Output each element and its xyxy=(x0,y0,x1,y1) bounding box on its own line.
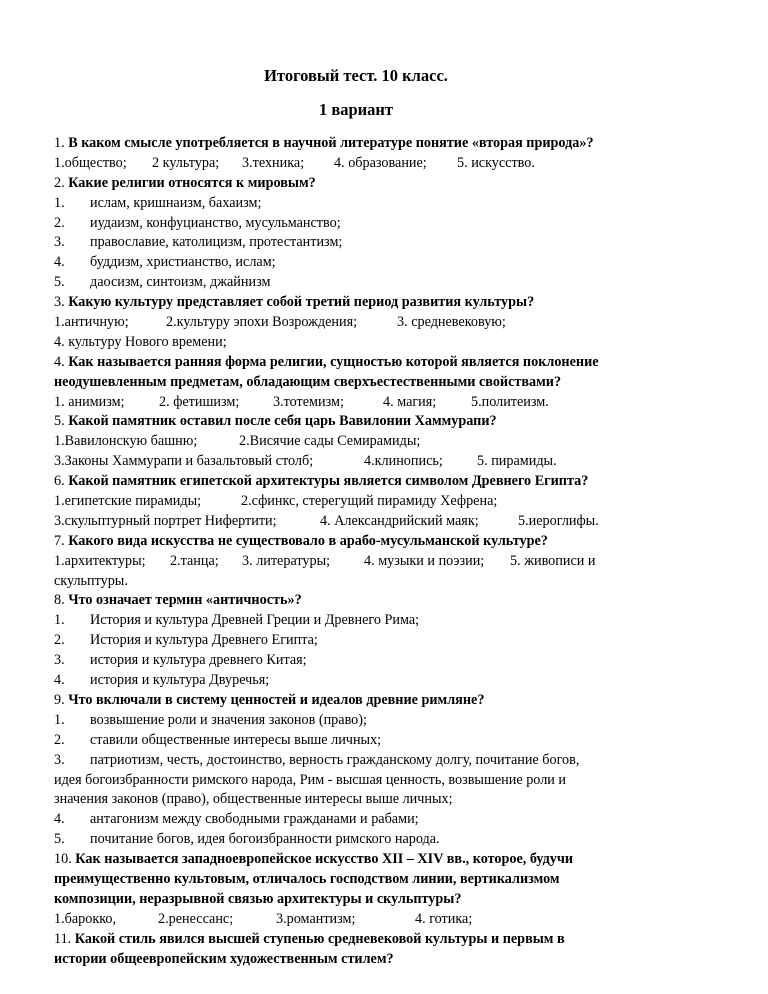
list-item: 1. История и культура Древней Греции и Древнего Рима; xyxy=(54,612,420,629)
question-number: 10. xyxy=(54,851,72,868)
question-5-options-2 xyxy=(54,452,664,472)
question-text: В каком смысле употребляется в научной литературе понятие «вторая природа»? xyxy=(68,135,594,151)
question-10-cont-2: композиции, неразрывной связью архитектуры и скульптуры? xyxy=(54,890,462,907)
list-item: 2. История и культура Древнего Египта; xyxy=(54,632,318,649)
option: 2.ренессанс; xyxy=(158,910,234,927)
question-text: Что означает термин «античность»? xyxy=(68,592,302,609)
variant-title: 1 вариант xyxy=(318,100,394,119)
question-5-options xyxy=(54,432,664,452)
question-number: 2. xyxy=(54,174,65,191)
option: 2.сфинкс, стерегущий пирамиду Хефрена; xyxy=(241,493,498,510)
questions-content xyxy=(54,134,664,969)
question-7-options xyxy=(54,552,664,572)
option: 4.клинопись; xyxy=(364,453,443,470)
option: 4. культуру Нового времени; xyxy=(54,333,227,350)
list-item: 5. даосизм, синтоизм, джайнизм xyxy=(54,274,271,291)
question-8 xyxy=(54,591,664,611)
option: 4. образование; xyxy=(334,154,427,171)
question-3-options xyxy=(54,313,664,333)
question-4-cont: неодушевленным предметам, обладающим сверхъестественными свойствами? xyxy=(54,373,562,390)
option: 3. средневековую; xyxy=(397,314,506,331)
list-item: 4. история и культура Двуречья; xyxy=(54,672,270,689)
question-5 xyxy=(54,412,664,432)
option: 4. магия; xyxy=(383,393,437,410)
question-text: Какую культуру представляет собой третий период развития культуры? xyxy=(68,294,535,311)
list-item: 3. православие, католицизм, протестантизм; xyxy=(54,234,343,251)
option: 3.романтизм; xyxy=(276,910,356,927)
question-11 xyxy=(54,930,664,950)
list-item: 2. ставили общественные интересы выше личных; xyxy=(54,731,382,748)
option: 2.Висячие сады Семирамиды; xyxy=(239,433,421,450)
question-10-options xyxy=(54,910,664,930)
option: 3.скульптурный портрет Нифертити; xyxy=(54,512,277,529)
question-number: 9. xyxy=(54,691,65,708)
question-number: 4. xyxy=(54,353,65,370)
option: 1.Вавилонскую башню; xyxy=(54,433,198,450)
option: 2. фетишизм; xyxy=(159,393,240,410)
question-number: 5. xyxy=(54,413,65,430)
option: 5. искусство. xyxy=(457,154,535,171)
question-9 xyxy=(54,691,664,711)
question-1-options xyxy=(54,154,664,174)
question-2 xyxy=(54,174,664,194)
question-number: 3. xyxy=(54,294,65,311)
list-item: 3. патриотизм, честь, достоинство, верность гражданскому долгу, почитание богов, xyxy=(54,751,580,768)
list-item: 2. иудаизм, конфуцианство, мусульманство; xyxy=(54,214,341,231)
option: 4. музыки и поэзии; xyxy=(364,552,485,569)
list-item: 3. история и культура древнего Китая; xyxy=(54,652,307,669)
option: 2.танца; xyxy=(170,552,219,569)
question-3 xyxy=(54,293,664,313)
option: 1.античную; xyxy=(54,314,129,331)
question-11-cont: истории общеевропейским художественным стилем? xyxy=(54,950,394,967)
question-number: 11. xyxy=(54,930,72,947)
question-1 xyxy=(54,134,664,154)
option: 5.иероглифы. xyxy=(518,512,599,529)
list-item: 1. ислам, кришнаизм, бахаизм; xyxy=(54,194,262,211)
test-title: Итоговый тест. 10 класс. xyxy=(264,66,448,85)
option: 1.барокко, xyxy=(54,910,117,927)
option: 4. Александрийский маяк; xyxy=(320,512,479,529)
question-text: Какой памятник египетской архитектуры является символом Древнего Египта? xyxy=(68,473,589,490)
question-10-cont: преимущественно культовым, отличалось господством линии, вертикализмом xyxy=(54,870,560,887)
list-item: 4. буддизм, христианство, ислам; xyxy=(54,254,276,271)
option: 1.общество; xyxy=(54,154,127,171)
option: скульптуры. xyxy=(54,572,128,589)
option: 1. анимизм; xyxy=(54,393,125,410)
question-text: Какой памятник оставил после себя царь Вавилонии Хаммурапи? xyxy=(68,413,497,430)
option: 5. пирамиды. xyxy=(477,453,557,470)
question-10 xyxy=(54,850,664,870)
option: 5. живописи и xyxy=(510,552,596,569)
question-text: Как называется западноевропейское искусство XII – XIV вв., которое, будучи xyxy=(75,851,574,868)
question-6-options xyxy=(54,492,664,512)
question-text: Как называется ранняя форма религии, сущностью которой является поклонение xyxy=(68,353,599,370)
question-number: 6. xyxy=(54,473,65,490)
question-6-options-2 xyxy=(54,512,664,532)
question-text: Какого вида искусства не существовало в арабо-мусульманской культуре? xyxy=(68,532,548,549)
question-text: Что включали в систему ценностей и идеалов древние римляне? xyxy=(68,691,485,708)
option: 1.египетские пирамиды; xyxy=(54,493,202,510)
option: 3.Законы Хаммурапи и базальтовый столб; xyxy=(54,453,314,470)
list-item-continuation: значения законов (право), общественные интересы выше личных; xyxy=(54,791,453,808)
list-item: 1. возвышение роли и значения законов (право); xyxy=(54,711,367,728)
list-item-continuation: идея богоизбранности римского народа, Рим - высшая ценность, возвышение роли и xyxy=(54,771,567,788)
option: 5.политеизм. xyxy=(471,393,549,410)
option: 2.культуру эпохи Возрождения; xyxy=(166,314,358,331)
list-item: 5. почитание богов, идея богоизбранности римского народа. xyxy=(54,831,440,848)
question-number: 7. xyxy=(54,532,65,549)
question-6 xyxy=(54,472,664,492)
question-7 xyxy=(54,532,664,552)
option: 3. литературы; xyxy=(242,552,331,569)
option: 4. готика; xyxy=(415,910,473,927)
question-number: 1. xyxy=(54,135,65,151)
option: 3.тотемизм; xyxy=(273,393,344,410)
question-4 xyxy=(54,353,664,373)
question-4-options xyxy=(54,393,664,413)
option: 1.архитектуры; xyxy=(54,552,146,569)
question-number: 8. xyxy=(54,592,65,609)
option: 2 культура; xyxy=(152,154,220,171)
option: 3.техника; xyxy=(242,154,305,171)
question-text: Какие религии относятся к мировым? xyxy=(68,174,316,191)
question-text: Какой стиль явился высшей ступенью средневековой культуры и первым в xyxy=(74,930,565,947)
list-item: 4. антагонизм между свободными гражданами и рабами; xyxy=(54,811,419,828)
